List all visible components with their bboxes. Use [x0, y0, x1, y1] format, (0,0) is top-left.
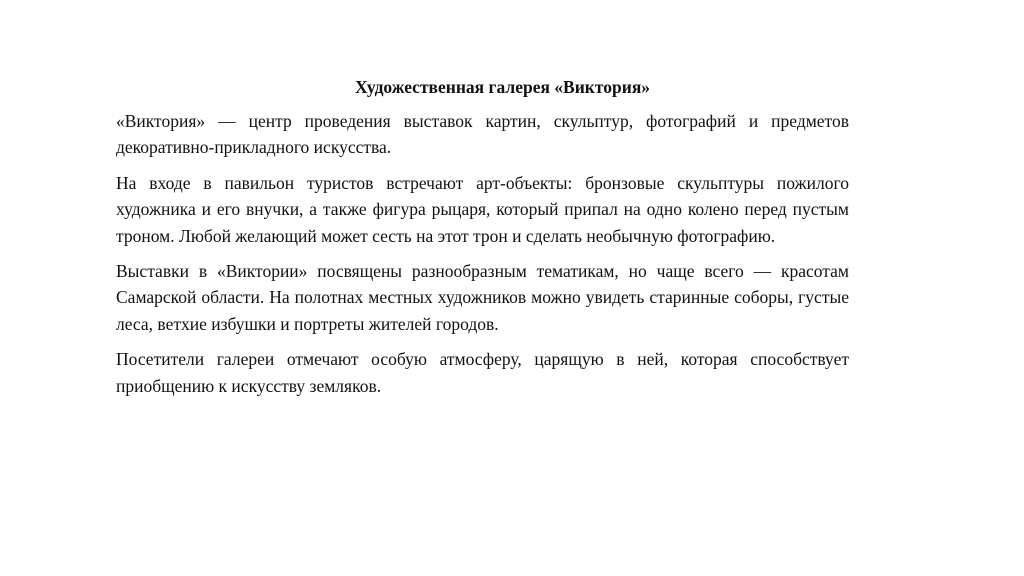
paragraph-3: Выставки в «Виктории» посвящены разнообразным тематикам, но чаще всего — красотам Самарской области. На полотнах местных художников можно увидеть старинные соборы, густые леса, ветхие избушки и портреты жителей городов.: [116, 261, 849, 334]
paragraph-2: На входе в павильон туристов встречают арт-объекты: бронзовые скульптуры пожилого художника и его внучки, а также фигура рыцаря, который припал на одно колено перед пустым троном. Любой желающий может сесть на этот трон и сделать необычную фотографию.: [116, 172, 849, 246]
document-title: Художественная галерея «Виктория»: [354, 77, 651, 97]
document-page: [116, 74, 849, 408]
paragraph-1: «Виктория» — центр проведения выставок картин, скульптур, фотографий и предметов декоративно-прикладного искусства.: [116, 111, 849, 158]
paragraph-4: Посетители галереи отмечают особую атмосферу, царящую в ней, которая способствует приобщению к искусству земляков.: [116, 349, 849, 396]
